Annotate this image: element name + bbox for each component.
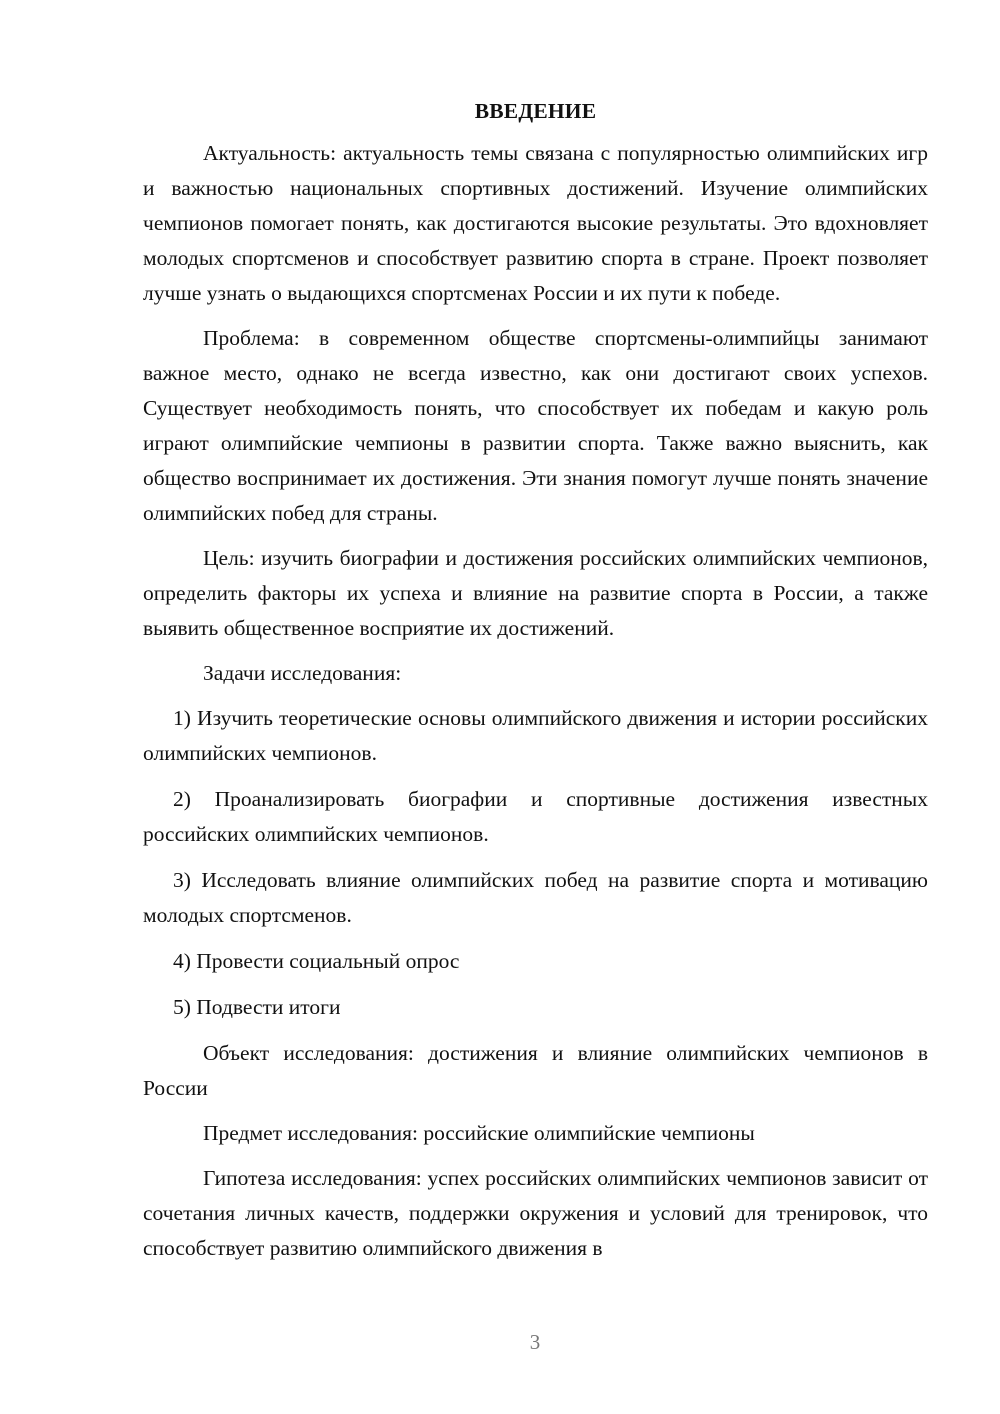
task-item-5: 5) Подвести итоги [173,995,341,1019]
task-item-4: 4) Провести социальный опрос [173,949,460,973]
task-item-1: 1) Изучить теоретические основы олимпийского движения и истории российских олимпийских чемпионов. [143,706,928,765]
task-item-3: 3) Исследовать влияние олимпийских побед на развитие спорта и мотивацию молодых спортсменов. [143,868,928,927]
paragraph-relevance: Актуальность: актуальность темы связана с популярностью олимпийских игр и важностью национальных спортивных достижений. Изучение олимпийских чемпионов помогает понять, как достигаются высокие результаты. Это вдохновляет молодых спортсменов и способствует развитию спорта в стране. Проект позволяет лучше узнать о выдающихся спортсменах России и их пути к победе. [143,141,928,305]
paragraph-subject: Предмет исследования: российские олимпийские чемпионы [203,1121,755,1145]
paragraph-goal: Цель: изучить биографии и достижения российских олимпийских чемпионов, определить факторы их успеха и влияние на развитие спорта в России, а также выявить общественное восприятие их достижений. [143,546,928,640]
page-number: 3 [529,1330,541,1354]
paragraph-problem: Проблема: в современном обществе спортсмены-олимпийцы занимают важное место, однако не всегда известно, как они достигают своих успехов. Существует необходимость понять, что способствует их победам и какую роль играют олимпийские чемпионы в развитии спорта. Также важно выяснить, как общество воспринимает их достижения. Эти знания помогут лучше понять значение олимпийских побед для страны. [143,326,928,525]
paragraph-object: Объект исследования: достижения и влияние олимпийских чемпионов в России [143,1041,928,1100]
page-title: ВВЕДЕНИЕ [474,99,597,123]
task-item-2: 2) Проанализировать биографии и спортивные достижения известных российских олимпийских чемпионов. [143,787,928,846]
paragraph-hypothesis: Гипотеза исследования: успех российских олимпийских чемпионов зависит от сочетания личных качеств, поддержки окружения и условий для тренировок, что способствует развитию олимпийского движения в [143,1166,928,1260]
page-content [143,94,928,1276]
tasks-heading: Задачи исследования: [203,661,402,685]
